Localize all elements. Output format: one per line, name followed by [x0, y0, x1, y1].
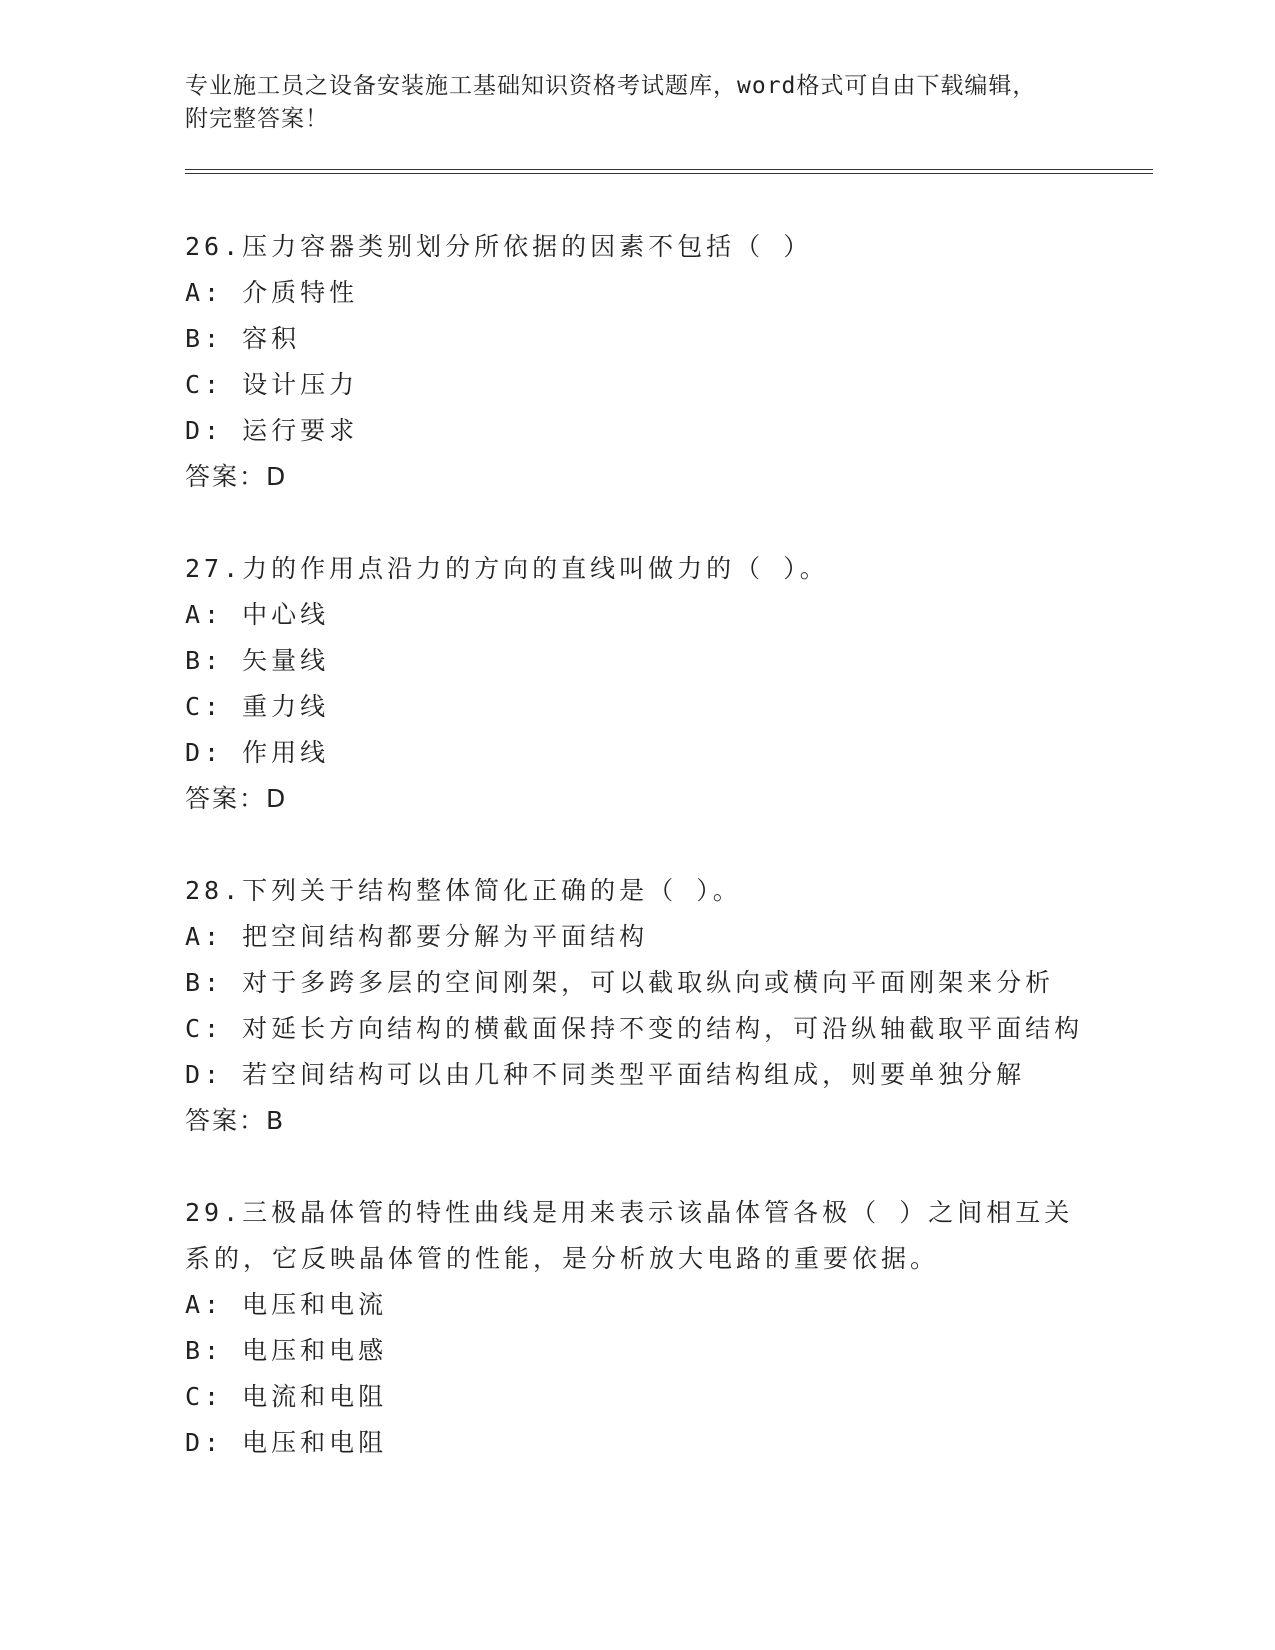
question-28 — [185, 868, 1155, 1144]
option-b: B: 容积 — [185, 324, 301, 353]
question-29 — [185, 1190, 1155, 1466]
option-c: C: 对延长方向结构的横截面保持不变的结构，可沿纵轴截取平面结构 — [185, 1014, 1084, 1043]
option-a: A: 把空间结构都要分解为平面结构 — [185, 922, 649, 951]
option-a: A: 电压和电流 — [185, 1290, 388, 1319]
option-b: B: 对于多跨多层的空间刚架，可以截取纵向或横向平面刚架来分析 — [185, 968, 1055, 997]
header-line-1: 专业施工员之设备安装施工基础知识资格考试题库，word格式可自由下载编辑， — [185, 73, 1037, 99]
option-a: A: 介质特性 — [185, 278, 359, 307]
document-page — [185, 70, 1155, 1466]
question-stem: 27.力的作用点沿力的方向的直线叫做力的（ ）。 — [185, 554, 829, 583]
question-stem: 29.三极晶体管的特性曲线是用来表示该晶体管各极（ ）之间相互关 — [185, 1198, 1074, 1227]
option-d: D: 电压和电阻 — [185, 1428, 388, 1457]
option-b: B: 矢量线 — [185, 646, 330, 675]
answer: 答案：D — [185, 784, 288, 813]
answer: 答案：D — [185, 462, 288, 491]
option-c: C: 电流和电阻 — [185, 1382, 388, 1411]
header-line-2: 附完整答案！ — [185, 106, 329, 132]
question-26 — [185, 224, 1155, 500]
option-d: D: 若空间结构可以由几种不同类型平面结构组成，则要单独分解 — [185, 1060, 1026, 1089]
option-b: B: 电压和电感 — [185, 1336, 388, 1365]
option-d: D: 作用线 — [185, 738, 330, 767]
option-c: C: 重力线 — [185, 692, 330, 721]
document-header — [185, 70, 1155, 136]
question-stem-continued: 系的，它反映晶体管的性能，是分析放大电路的重要依据。 — [185, 1244, 940, 1273]
option-a: A: 中心线 — [185, 600, 330, 629]
answer: 答案：B — [185, 1106, 286, 1135]
option-d: D: 运行要求 — [185, 416, 359, 445]
question-stem: 26.压力容器类别划分所依据的因素不包括（ ） — [185, 232, 813, 261]
question-stem: 28.下列关于结构整体简化正确的是（ ）。 — [185, 876, 742, 905]
question-27 — [185, 546, 1155, 822]
option-c: C: 设计压力 — [185, 370, 359, 399]
